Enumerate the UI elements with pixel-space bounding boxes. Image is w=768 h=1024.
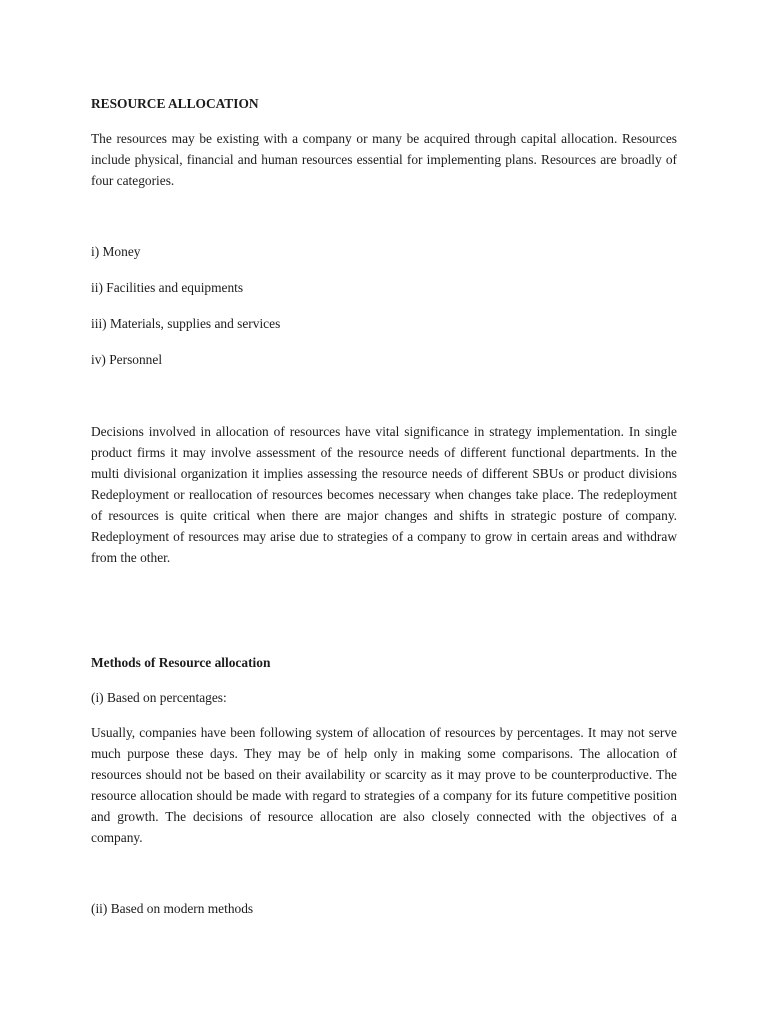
- category-item-facilities: ii) Facilities and equipments: [91, 280, 244, 295]
- category-item-materials: iii) Materials, supplies and services: [91, 316, 281, 331]
- method-percentages-title: (i) Based on percentages:: [91, 690, 227, 705]
- page-heading: RESOURCE ALLOCATION: [91, 96, 259, 111]
- category-item-personnel: iv) Personnel: [91, 352, 163, 367]
- category-item-money: i) Money: [91, 244, 141, 259]
- decisions-paragraph: Decisions involved in allocation of resources have vital significance in strategy implementation. In single product firms it may involve assessment of the resource needs of different functional departments. In the multi divisional organization it implies assessing the resource needs of different SBUs or product divisions Redeployment or reallocation of resources becomes necessary when changes take place. The redeployment of resources is quite critical when there are major changes and shifts in strategic posture of company. Redeployment of resources may arise due to strategies of a company to grow in certain areas and withdraw from the other.: [91, 424, 677, 565]
- methods-heading: Methods of Resource allocation: [91, 655, 271, 670]
- intro-paragraph: The resources may be existing with a company or many be acquired through capital allocation. Resources include physical, financial and human resources essential for implementing plans. Resources are broadly of four categories.: [91, 131, 677, 188]
- method-percentages-body: Usually, companies have been following system of allocation of resources by percentages. It may not serve much purpose these days. They may be of help only in making some comparisons. The allocation of resources should not be based on their availability or scarcity as it may prove to be counterproductive. The resource allocation should be made with regard to strategies of a company for its future competitive position and growth. The decisions of resource allocation are also closely connected with the objectives of a company.: [91, 725, 677, 845]
- method-modern-title: (ii) Based on modern methods: [91, 901, 254, 916]
